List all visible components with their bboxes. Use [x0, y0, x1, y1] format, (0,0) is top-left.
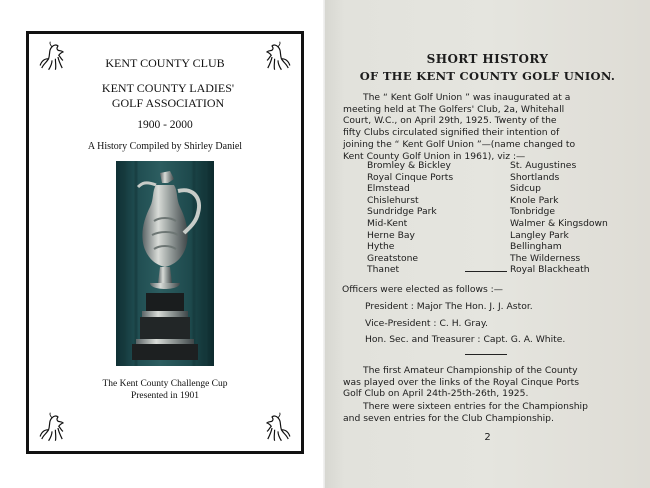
championship-paragraph	[343, 365, 633, 400]
caption-line-2: Presented in 1901	[130, 391, 200, 401]
championship-line: The first Amateur Championship of the County	[363, 365, 578, 376]
club-entry: Shortlands	[510, 171, 560, 183]
club-entry: Greatstone	[367, 252, 419, 264]
officers-intro: Officers were elected as follows :—	[342, 284, 503, 295]
club-entry: Hythe	[367, 241, 395, 253]
officer-president: President : Major The Hon. J. J. Astor.	[365, 301, 533, 312]
club-entry: Thanet	[367, 264, 400, 276]
association-title	[69, 81, 267, 111]
officer-secretary-treasurer: Hon. Sec. and Treasurer : Capt. G. A. White.	[365, 334, 566, 345]
club-entry: Tonbridge	[510, 206, 555, 218]
intro-line: meeting held at The Golfers' Club, 2a, Whitehall	[343, 103, 565, 115]
club-entry: Bellingham	[510, 241, 562, 253]
intro-line: fifty Clubs circulated signified their intention of	[343, 127, 560, 139]
championship-line: Golf Club on April 24th-25th-26th, 1925.	[343, 388, 529, 400]
club-name: KENT COUNTY CLUB	[105, 56, 225, 70]
entries-paragraph	[343, 401, 633, 424]
club-entry: Elmstead	[367, 183, 410, 195]
club-entry: Mid-Kent	[367, 217, 408, 229]
club-entry: Walmer & Kingsdown	[510, 217, 608, 229]
club-entry: Sidcup	[510, 183, 541, 195]
club-entry: The Wilderness	[510, 252, 581, 264]
compiled-by: A History Compiled by Shirley Daniel	[87, 141, 243, 152]
section-divider	[465, 271, 507, 272]
clubs-list-right	[510, 160, 608, 276]
club-entry: Langley Park	[510, 229, 569, 241]
association-line-1: KENT COUNTY LADIES'	[101, 81, 235, 95]
page-number: 2	[484, 432, 491, 443]
club-entry: Sundridge Park	[367, 206, 437, 218]
entries-line: and seven entries for the Club Championship.	[343, 412, 554, 424]
officer-vice-president: Vice-President : C. H. Gray.	[365, 318, 488, 329]
cover-frame	[26, 31, 304, 454]
intro-line: Court, W.C., on April 29th, 1925. Twenty of the	[343, 115, 557, 127]
heading-short-history: SHORT HISTORY	[426, 52, 549, 66]
club-entry: Chislehurst	[367, 194, 419, 206]
championship-line: was played over the links of the Royal Cinque Ports	[343, 376, 579, 388]
section-divider	[465, 354, 507, 355]
clubs-list-left	[367, 160, 453, 276]
heading-kent-county-golf-union: OF THE KENT COUNTY GOLF UNION.	[359, 69, 616, 83]
trophy-cup-image	[116, 161, 214, 366]
club-entry: Bromley & Bickley	[367, 160, 451, 171]
club-entry: Herne Bay	[367, 229, 415, 241]
intro-paragraph	[343, 92, 633, 162]
intro-line: joining the “ Kent Golf Union ”—(name changed to	[343, 138, 576, 150]
entries-line: There were sixteen entries for the Championship	[363, 401, 588, 412]
club-entry: Royal Cinque Ports	[367, 171, 454, 183]
club-entry: St. Augustines	[510, 160, 577, 171]
years-range: 1900 - 2000	[137, 119, 193, 131]
caption-line-1: The Kent County Challenge Cup	[102, 379, 228, 389]
intro-line: The “ Kent Golf Union ” was inaugurated at a	[363, 92, 571, 103]
white-horse-icon	[261, 411, 295, 445]
trophy-photo	[116, 161, 214, 366]
association-line-2: GOLF ASSOCIATION	[111, 96, 225, 110]
intro-line: Kent County Golf Union in 1961), viz :—	[343, 150, 526, 162]
right-page-short-history	[325, 0, 650, 488]
club-entry: Knole Park	[510, 194, 559, 206]
photo-caption	[29, 378, 301, 402]
white-horse-icon	[35, 411, 69, 445]
club-entry: Royal Blackheath	[510, 264, 590, 276]
